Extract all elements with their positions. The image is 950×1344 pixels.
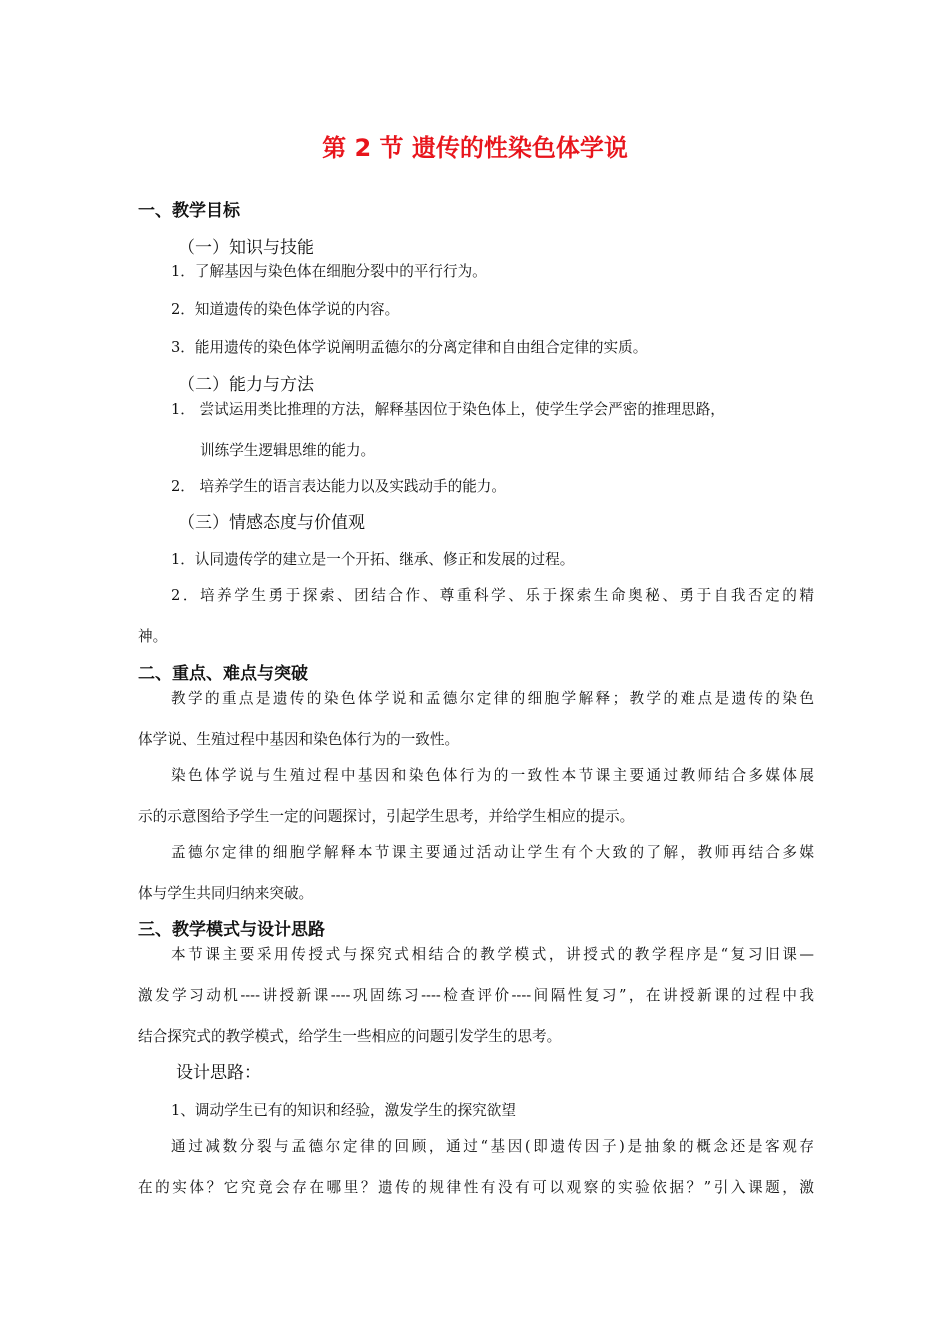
page-title: 第 2 节 遗传的性染色体学说	[322, 134, 628, 162]
paragraph-line: 教学的重点是遗传的染色体学说和孟德尔定律的细胞学解释；教学的难点是遗传的染色	[171, 690, 814, 707]
paragraph-line: 激发学习动机----讲授新课----巩固练习----检查评价----间隔性复习”，在讲授新课的过程中我	[138, 987, 814, 1004]
list-item-continuation: 神。	[138, 628, 168, 645]
list-item: 1． 尝试运用类比推理的方法，解释基因位于染色体上，使学生学会严密的推理思路，	[171, 401, 725, 418]
paragraph-line: 在的实体？它究竟会存在哪里？遗传的规律性有没有可以观察的实验依据？”引入课题，激	[138, 1179, 814, 1196]
paragraph-line: 染色体学说与生殖过程中基因和染色体行为的一致性本节课主要通过教师结合多媒体展	[171, 767, 814, 784]
list-item: 3．能用遗传的染色体学说阐明孟德尔的分离定律和自由组合定律的实质。	[171, 339, 648, 356]
list-item: 2． 培养学生的语言表达能力以及实践动手的能力。	[171, 478, 506, 495]
section-heading-teaching-model: 三、教学模式与设计思路	[138, 920, 325, 940]
paragraph-line: 体与学生共同归纳来突破。	[138, 885, 314, 902]
paragraph-line: 孟德尔定律的细胞学解释本节课主要通过活动让学生有个大致的了解，教师再结合多媒	[171, 844, 814, 861]
list-item-continuation: 训练学生逻辑思维的能力。	[200, 442, 376, 459]
section-heading-key-points: 二、重点、难点与突破	[138, 664, 308, 684]
list-item: 1．了解基因与染色体在细胞分裂中的平行行为。	[171, 263, 487, 280]
paragraph-line: 示的示意图给予学生一定的问题探讨，引起学生思考，并给学生相应的提示。	[138, 808, 635, 825]
paragraph-line: 本节课主要采用传授式与探究式相结合的教学模式，讲授式的教学程序是“复习旧课—	[171, 946, 814, 963]
section-heading-objectives: 一、教学目标	[138, 201, 240, 221]
paragraph-line: 体学说、生殖过程中基因和染色体行为的一致性。	[138, 731, 460, 748]
list-item: 1．认同遗传学的建立是一个开拓、继承、修正和发展的过程。	[171, 551, 575, 568]
paragraph-line: 1、调动学生已有的知识和经验，激发学生的探究欲望	[171, 1102, 516, 1119]
list-item: 2．培养学生勇于探索、团结合作、尊重科学、乐于探索生命奥秘、勇于自我否定的精	[171, 587, 814, 604]
subsection-attitude-values: （三）情感态度与价值观	[178, 513, 365, 533]
design-ideas-label: 设计思路：	[176, 1063, 261, 1083]
subsection-ability-method: （二）能力与方法	[178, 375, 314, 395]
list-item: 2．知道遗传的染色体学说的内容。	[171, 301, 400, 318]
paragraph-line: 通过减数分裂与孟德尔定律的回顾，通过“基因(即遗传因子)是抽象的概念还是客观存	[171, 1138, 814, 1155]
subsection-knowledge-skills: （一）知识与技能	[178, 238, 314, 258]
paragraph-line: 结合探究式的教学模式，给学生一些相应的问题引发学生的思考。	[138, 1028, 562, 1045]
